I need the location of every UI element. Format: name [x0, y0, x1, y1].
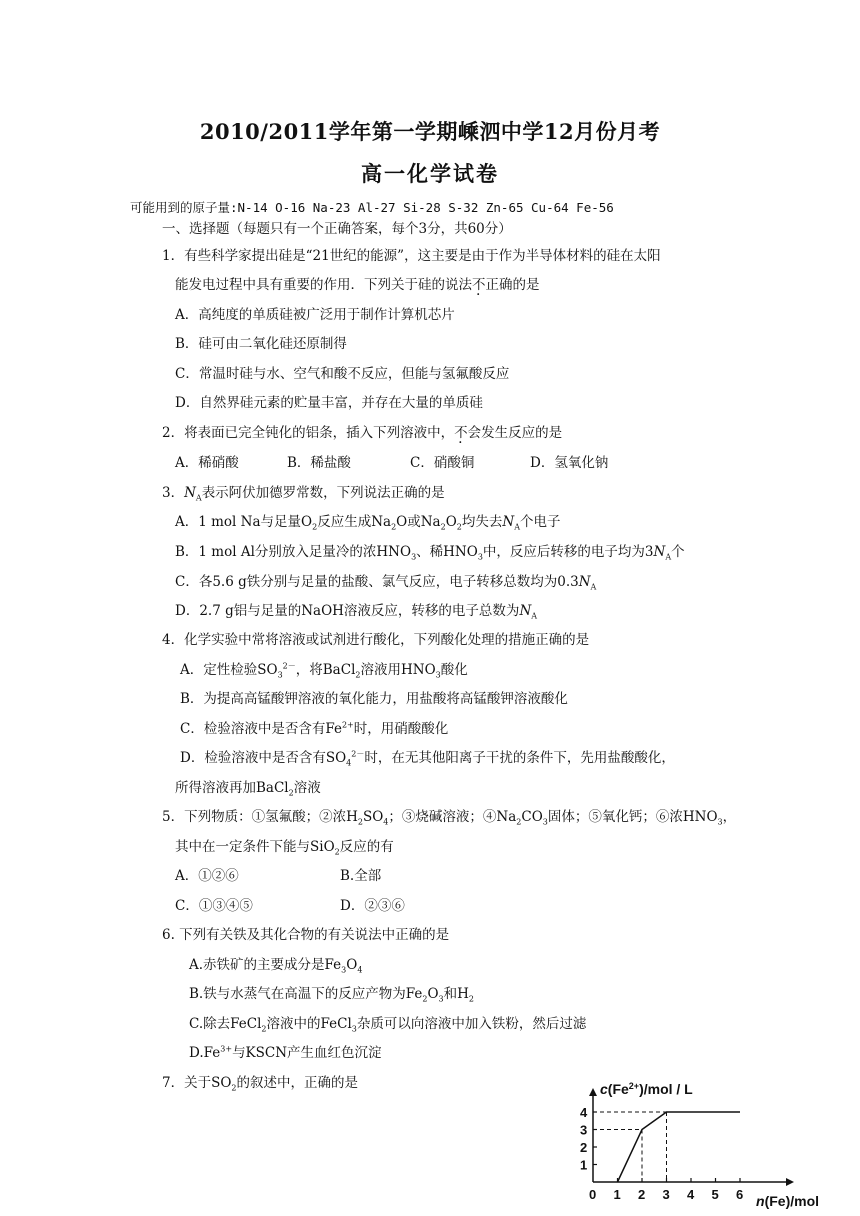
q5-stem-line1: 5．下列物质：①氢氟酸；②浓$H_2SO_4$；③烧碱溶液；$④Na_2CO_3$固体；⑤氧化钙；⑥浓$HNO_3$， — [162, 809, 737, 827]
x-axis-label: n(Fe)/mol — [756, 1193, 820, 1209]
q5-option-b: B.全部 — [340, 868, 382, 884]
q4-option-a: A．定性检验$SO_3^{2-}$，将BaCl$_2$溶液用$HNO_3$酸化 — [180, 661, 468, 680]
q2-option-d: D．氢氧化钠 — [530, 455, 609, 471]
q4-option-d-cont: 所得溶液再加BaCl$_2$溶液 — [175, 780, 321, 798]
q6-option-c: C.除去FeCl$_2$溶液中的FeCl$_3$杂质可以向溶液中加入铁粉，然后过滤 — [189, 1016, 587, 1034]
q1-option-a: A．高纯度的单质硅被广泛用于制作计算机芯片 — [175, 307, 455, 323]
exam-title: 2010/2011学年第一学期嵊泗中学12月份月考 — [199, 119, 661, 144]
q1-option-c: C．常温时硅与水、空气和酸不反应，但能与氢氟酸反应 — [175, 366, 510, 382]
q4-option-c: C．检验溶液中是否含有$Fe^{2+}$时，用硝酸酸化 — [180, 720, 449, 737]
y-tick-label: 4 — [580, 1105, 588, 1120]
q5-stem-line2: 其中在一定条件下能与SiO$_2$反应的有 — [175, 839, 394, 857]
q5-option-d: D．②③⑥ — [340, 898, 405, 914]
y-tick-label: 2 — [580, 1140, 588, 1155]
q5-option-c: C．①③④⑤ — [175, 898, 253, 914]
q6-option-b: B.铁与水蒸气在高温下的反应产物为$Fe_2O_3$和$H_2$ — [189, 986, 474, 1004]
q5-option-a: A．①②⑥ — [175, 868, 239, 884]
emphasis-mark: 不 — [472, 277, 486, 293]
y-tick-label: 3 — [580, 1122, 588, 1138]
x-tick-label: 2 — [638, 1187, 646, 1202]
x-tick-label: 4 — [687, 1187, 695, 1202]
q4-stem: 4．化学实验中常将溶液或试剂进行酸化，下列酸化处理的措施正确的是 — [162, 632, 590, 648]
q6-option-d: $D.Fe^{3+}$与KSCN产生血红色沉淀 — [189, 1044, 382, 1061]
x-tick-label: 5 — [711, 1187, 719, 1202]
section-heading: 一、选择题（每题只有一个正确答案，每个3分，共60分） — [162, 221, 512, 237]
q2-option-a: A．稀硝酸 — [175, 455, 239, 471]
q1-stem-line1: 1．有些科学家提出硅是“21世纪的能源”，这主要是由于作为半导体材料的硅在太阳 — [162, 248, 661, 264]
q3-option-b: B．1 mol Al分别放入足量冷的浓$HNO_3$、稀$HNO_3$中，反应后转移的电子均为$3N_A$个 — [175, 544, 685, 562]
iron-concentration-graph — [560, 1078, 856, 1212]
emphasis-mark: 不 — [454, 425, 468, 441]
q1-option-b: B．硅可由二氧化硅还原制得 — [175, 336, 347, 352]
q3-stem: 3．$N_A$表示阿伏加德罗常数，下列说法正确的是 — [162, 485, 445, 503]
q3-option-c: C．各5.6 g铁分别与足量的盐酸、氯气反应，电子转移总数均为$0.3N_A$ — [175, 574, 597, 592]
q3-option-a: A．1 mol Na与足量$O_2$反应生成$Na_2O$或$Na_2O_2$均失去$N_A$个电子 — [175, 514, 561, 532]
q7-stem: 7．关于$SO_2$的叙述中，正确的是 — [162, 1075, 358, 1093]
q1-option-d: D．自然界硅元素的贮量丰富，并存在大量的单质硅 — [175, 395, 483, 411]
y-tick-label: 1 — [580, 1157, 588, 1173]
q6-stem: 6. 下列有关铁及其化合物的有关说法中正确的是 — [162, 927, 450, 943]
q4-option-d: D．检验溶液中是否含有$SO_4^{2-}$时，在无其他阳离子干扰的条件下，先用盐酸酸化， — [180, 749, 675, 768]
q6-option-a: A.赤铁矿的主要成分是$Fe_3O_4$ — [189, 957, 363, 975]
q2-stem: 2．将表面已完全钝化的铝条，插入下列溶液中，不会发生反应的是 — [162, 425, 563, 441]
q2-option-b: B．稀盐酸 — [287, 455, 351, 471]
graph-svg — [560, 1078, 856, 1212]
x-tick-label: 3 — [662, 1187, 670, 1202]
atomic-masses-line: 可能用到的原子量:N-14 O-16 Na-23 Al-27 Si-28 S-32 Zn-65 Cu-64 Fe-56 — [130, 200, 614, 215]
x-tick-label: 6 — [736, 1187, 744, 1202]
q4-option-b: B．为提高高锰酸钾溶液的氧化能力，用盐酸将高锰酸钾溶液酸化 — [180, 691, 568, 707]
q3-option-d: D．2.7 g铝与足量的NaOH溶液反应，转移的电子总数为$N_A$ — [175, 603, 538, 621]
y-axis-label: $c(Fe^{2+})$/mol / L — [600, 1081, 693, 1097]
q1-stem-line2: 能发电过程中具有重要的作用．下列关于硅的说法不正确的是 — [175, 277, 540, 293]
q2-option-c: C．硝酸铜 — [410, 455, 475, 471]
x-tick-label: 1 — [613, 1187, 621, 1202]
series-line — [618, 1112, 741, 1182]
x-tick-label: 0 — [589, 1187, 597, 1202]
exam-subtitle: 高一化学试卷 — [361, 161, 499, 186]
